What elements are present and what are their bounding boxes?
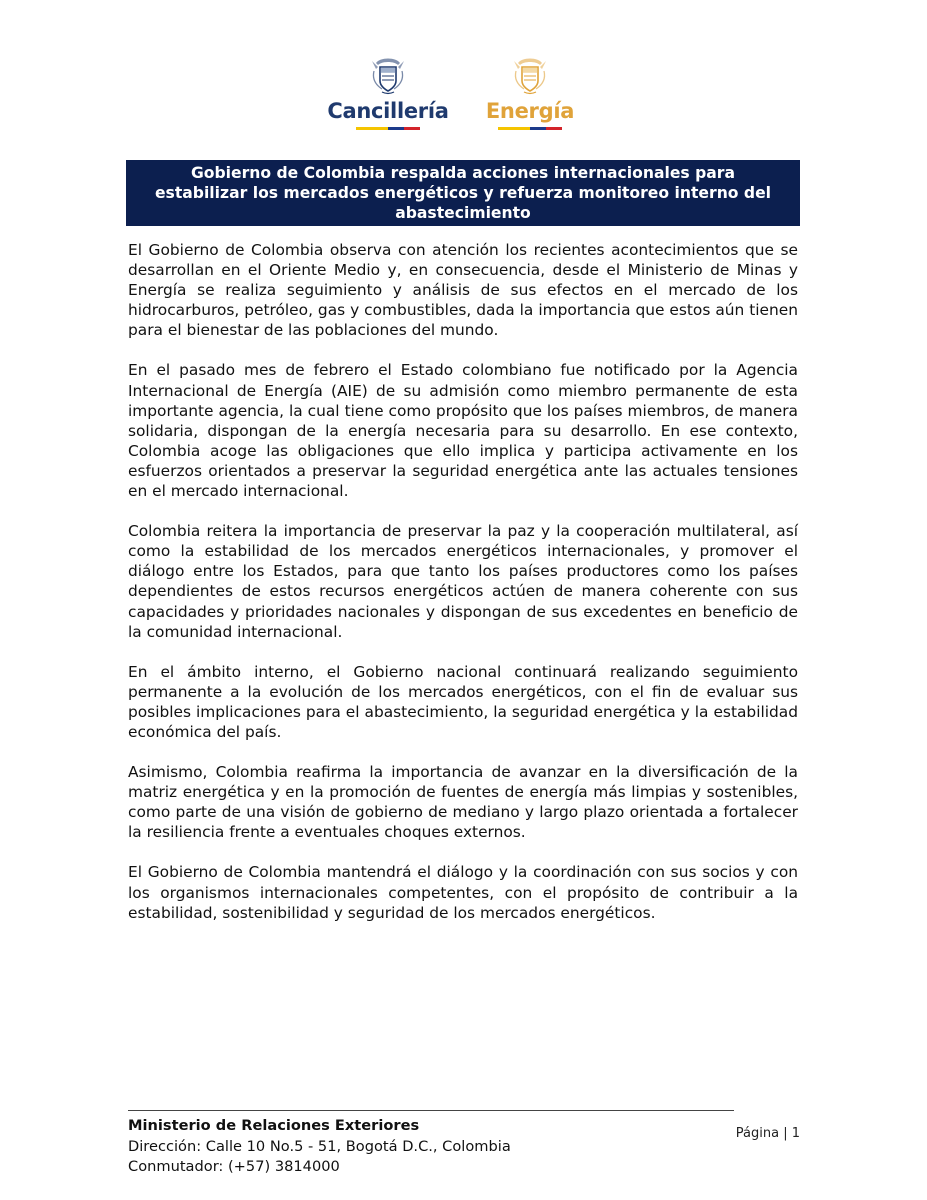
page-number: Página | 1 bbox=[735, 1126, 800, 1141]
title-line: abastecimiento bbox=[395, 204, 531, 222]
title-line: estabilizar los mercados energéticos y refuerza monitoreo interno del bbox=[154, 184, 772, 202]
cancilleria-wordmark: Cancillería bbox=[327, 99, 449, 123]
press-release-title bbox=[126, 160, 800, 226]
flag-bar bbox=[498, 127, 562, 130]
paragraph: El Gobierno de Colombia observa con atención los recientes acontecimientos que se desarrollan en el Oriente Medio y, en consecuencia, desde el Ministerio de Minas y Energía se realiza seguimiento y análisis de sus efectos en el mercado de los hidrocarburos, petróleo, gas y combustibles, dada la importancia que estos aún tienen para el bienestar de las poblaciones del mundo. bbox=[128, 241, 798, 340]
footer-ministry: Ministerio de Relaciones Exteriores bbox=[128, 1117, 420, 1134]
cancilleria-logo bbox=[318, 55, 458, 130]
coat-of-arms-icon bbox=[368, 55, 408, 97]
footer-address: Dirección: Calle 10 No.5 - 51, Bogotá D.C., Colombia bbox=[128, 1137, 511, 1155]
energia-logo bbox=[472, 55, 588, 130]
body-text bbox=[128, 240, 798, 943]
paragraph: En el ámbito interno, el Gobierno nacional continuará realizando seguimiento permanente a la evolución de los mercados energéticos, con el fin de evaluar sus posibles implicaciones para el abastecimiento, la seguridad energética y la estabilidad económica del país. bbox=[128, 662, 798, 741]
header-logos bbox=[0, 55, 927, 135]
paragraph: Asimismo, Colombia reafirma la importancia de avanzar en la diversificación de la matriz energética y en la promoción de fuentes de energía más limpias y sostenibles, como parte de una visión de gobierno de mediano y largo plazo orientada a fortalecer la resiliencia frente a eventuales choques externos. bbox=[128, 763, 798, 842]
footer-divider bbox=[128, 1110, 734, 1111]
footer bbox=[128, 1116, 800, 1178]
energia-wordmark: Energía bbox=[485, 99, 575, 123]
paragraph: Colombia reitera la importancia de preservar la paz y la cooperación multilateral, así como la estabilidad de los mercados energéticos internacionales, y promover el diálogo entre los Estados, para que tanto los países productores como los países dependientes de estos recursos energéticos actúen de manera coherente con sus capacidades y prioridades nacionales y dispongan de sus excedentes en beneficio de la comunidad internacional. bbox=[128, 522, 798, 641]
flag-bar bbox=[356, 127, 420, 130]
paragraph: El Gobierno de Colombia mantendrá el diálogo y la coordinación con sus socios y con los organismos internacionales competentes, con el propósito de contribuir a la estabilidad, sostenibilidad y seguridad de los mercados energéticos. bbox=[128, 863, 798, 922]
coat-of-arms-icon bbox=[510, 55, 550, 97]
paragraph: En el pasado mes de febrero el Estado colombiano fue notificado por la Agencia Internacional de Energía (AIE) de su admisión como miembro permanente de esta importante agencia, la cual tiene como propósito que los países miembros, de manera solidaria, dispongan de la energía necesaria para su desarrollo. En ese contexto, Colombia acoge las obligaciones que ello implica y participa activamente en los esfuerzos orientados a preservar la seguridad energética ante las actuales tensiones en el mercado internacional. bbox=[128, 361, 798, 501]
title-line: Gobierno de Colombia respalda acciones internacionales para bbox=[190, 164, 735, 182]
footer-phone: Conmutador: (+57) 3814000 bbox=[128, 1158, 340, 1175]
